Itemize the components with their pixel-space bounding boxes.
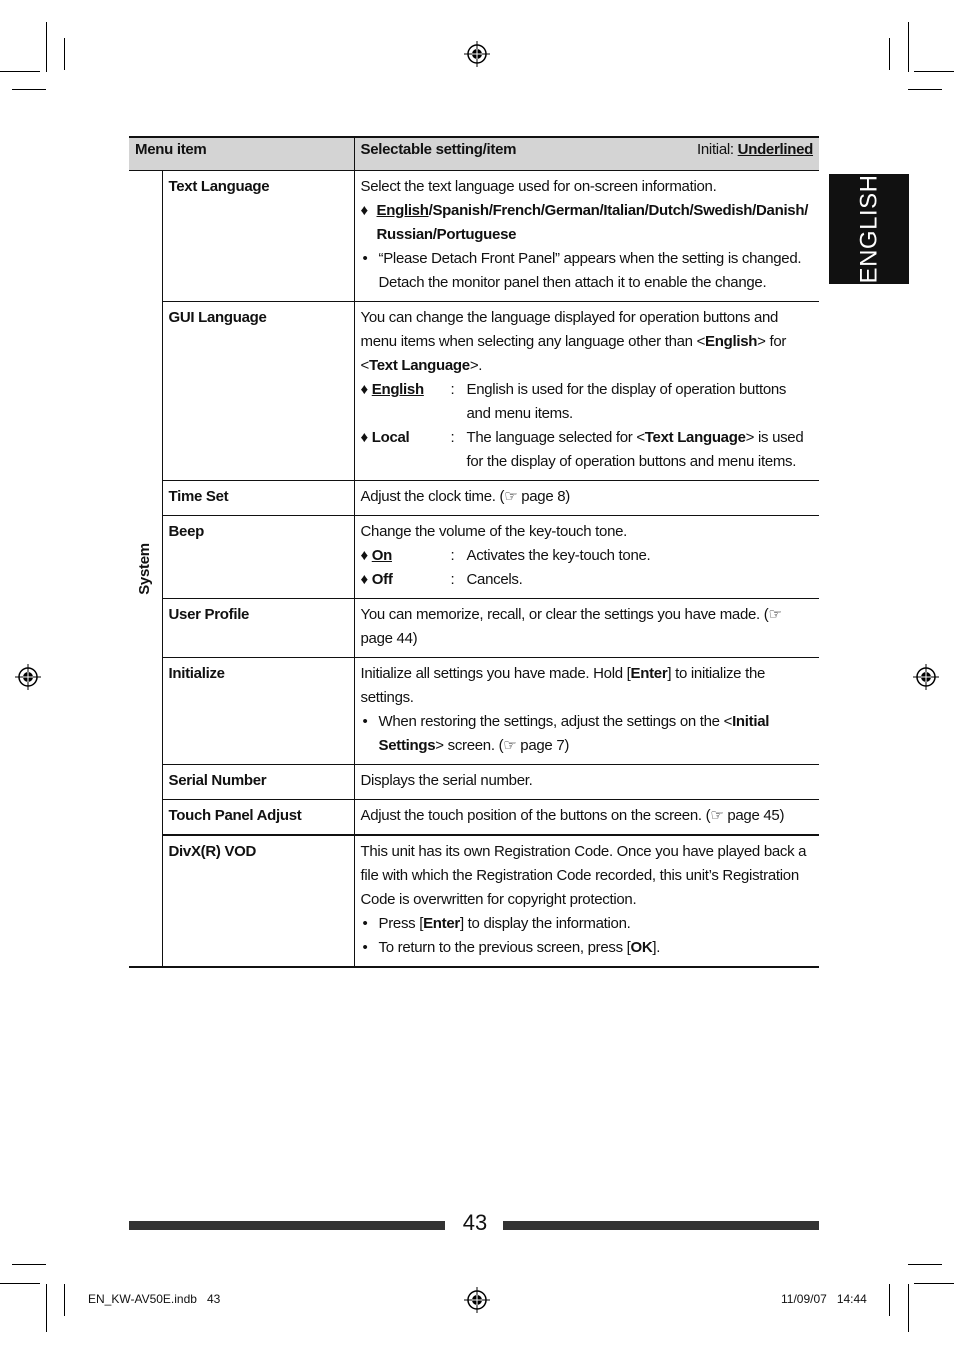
menu-item-time-set: Time Set bbox=[162, 481, 354, 516]
crop-mark bbox=[908, 22, 909, 72]
desc-text: Select the text language used for on-screen information. bbox=[360, 178, 717, 195]
slug-datetime: 11/09/07 14:44 bbox=[781, 1292, 867, 1306]
crop-mark bbox=[64, 38, 65, 70]
desc-part: > for < bbox=[360, 333, 787, 374]
note-part: > screen. (☞ page 7) bbox=[435, 737, 570, 754]
desc-part: Initialize all settings you have made. Hold [ bbox=[360, 665, 631, 682]
option-english bbox=[361, 378, 812, 426]
group-cell bbox=[129, 171, 162, 968]
crop-mark bbox=[12, 1264, 46, 1265]
menu-item-text-language: Text Language bbox=[162, 171, 354, 302]
bullet-icon: • bbox=[362, 915, 368, 932]
note-text bbox=[379, 710, 812, 758]
desc-part: >. bbox=[469, 357, 483, 374]
note-bold: OK bbox=[630, 939, 653, 956]
desc-text: This unit has its own Registration Code. Once you have played back a file with which the Registration Code recorded, this unit’s Registration Code is overwritten for copyright protection. bbox=[360, 843, 807, 908]
option-colon: : bbox=[450, 381, 455, 398]
menu-item-gui-language: GUI Language bbox=[162, 302, 354, 481]
note-bold: Initial Settings bbox=[378, 713, 770, 754]
table-row bbox=[129, 171, 819, 302]
desc-beep bbox=[354, 516, 819, 599]
option-off bbox=[361, 568, 812, 592]
option-name bbox=[361, 378, 451, 426]
option-text bbox=[467, 426, 812, 474]
table-row bbox=[129, 599, 819, 658]
language-side-tab-label: ENGLISH bbox=[855, 174, 882, 284]
registration-mark-icon bbox=[15, 664, 41, 690]
menu-item-touch-panel-adjust: Touch Panel Adjust bbox=[162, 800, 354, 836]
option-name bbox=[361, 426, 451, 474]
language-side-tab bbox=[829, 174, 909, 284]
note bbox=[361, 710, 812, 758]
diamond-icon: ♦ bbox=[360, 571, 368, 588]
settings-table bbox=[129, 136, 819, 968]
crop-mark bbox=[46, 22, 47, 72]
note-part: To return to the previous screen, press [ bbox=[378, 939, 631, 956]
footer-bar-right bbox=[503, 1221, 819, 1230]
table-row bbox=[129, 800, 819, 836]
crop-mark bbox=[0, 1283, 40, 1284]
desc-part: You can change the language displayed for operation buttons and menu items when selecting any language other than < bbox=[360, 309, 779, 350]
option-name bbox=[361, 544, 451, 568]
desc-text bbox=[361, 306, 812, 378]
table-row bbox=[129, 658, 819, 765]
option-label: English bbox=[371, 381, 424, 398]
diamond-icon: ♦ bbox=[360, 381, 368, 398]
option-text-part: > is used for the display of operation buttons and menu items. bbox=[466, 429, 804, 470]
menu-item-beep: Beep bbox=[162, 516, 354, 599]
option-text: Cancels. bbox=[466, 571, 523, 588]
desc-bold: English bbox=[705, 333, 758, 350]
registration-mark-icon bbox=[464, 1287, 490, 1313]
bullet-icon: • bbox=[362, 250, 368, 267]
crop-mark bbox=[46, 1284, 47, 1332]
note bbox=[361, 912, 812, 936]
desc-gui-language bbox=[354, 302, 819, 481]
option-colon: : bbox=[450, 429, 455, 446]
desc-serial-number: Displays the serial number. bbox=[354, 765, 819, 800]
note-part: Press [ bbox=[378, 915, 424, 932]
option-default: English bbox=[376, 202, 429, 219]
note-text bbox=[379, 936, 812, 960]
option-label: On bbox=[371, 547, 392, 564]
table-row bbox=[129, 835, 819, 967]
slug-file: EN_KW-AV50E.indb 43 bbox=[88, 1292, 221, 1306]
initial-value: Underlined bbox=[737, 141, 814, 158]
crop-mark bbox=[908, 89, 942, 90]
menu-item-serial-number: Serial Number bbox=[162, 765, 354, 800]
crop-mark bbox=[12, 89, 46, 90]
desc-user-profile: You can memorize, recall, or clear the settings you have made. (☞ page 44) bbox=[354, 599, 819, 658]
option-label: Off bbox=[371, 571, 393, 588]
desc-bold: Enter bbox=[630, 665, 668, 682]
desc-part: ] to initialize the settings. bbox=[360, 665, 766, 706]
crop-mark bbox=[908, 1284, 909, 1332]
note-part: ] to display the information. bbox=[459, 915, 631, 932]
desc-bold: Text Language bbox=[368, 357, 470, 374]
option-text-part: The language selected for < bbox=[466, 429, 645, 446]
menu-item-initialize: Initialize bbox=[162, 658, 354, 765]
option-colon: : bbox=[450, 547, 455, 564]
bullet-icon: • bbox=[362, 713, 368, 730]
bullet-icon: • bbox=[362, 939, 368, 956]
desc-time-set: Adjust the clock time. (☞ page 8) bbox=[354, 481, 819, 516]
desc-text: Change the volume of the key-touch tone. bbox=[360, 523, 628, 540]
option-text-bold: Text Language bbox=[644, 429, 746, 446]
option-text: English is used for the display of operation buttons and menu items. bbox=[466, 381, 787, 422]
group-label: System bbox=[136, 542, 154, 595]
note-text bbox=[379, 912, 812, 936]
desc-divx-vod bbox=[354, 835, 819, 967]
table-row bbox=[129, 516, 819, 599]
option-label: Local bbox=[371, 429, 410, 446]
header-menu-item: Menu item bbox=[129, 137, 354, 171]
option-rest: /Spanish/French/German/Italian/Dutch/Swedish/Danish/ Russian/Portuguese bbox=[376, 202, 809, 243]
option-on bbox=[361, 544, 812, 568]
option-text: Activates the key-touch tone. bbox=[466, 547, 651, 564]
crop-mark bbox=[908, 1264, 942, 1265]
option-local bbox=[361, 426, 812, 474]
registration-mark-icon bbox=[464, 41, 490, 67]
option-colon: : bbox=[450, 571, 455, 588]
diamond-icon: ♦ bbox=[360, 429, 368, 446]
diamond-icon: ♦ bbox=[360, 547, 368, 564]
diamond-icon: ♦ bbox=[360, 202, 368, 219]
table-row bbox=[129, 481, 819, 516]
registration-mark-icon bbox=[913, 664, 939, 690]
header-selectable bbox=[354, 137, 819, 171]
menu-item-user-profile: User Profile bbox=[162, 599, 354, 658]
note-part: When restoring the settings, adjust the settings on the < bbox=[378, 713, 733, 730]
crop-mark bbox=[914, 1283, 954, 1284]
crop-mark bbox=[889, 1284, 890, 1316]
language-options bbox=[377, 199, 812, 247]
desc-touch-panel-adjust: Adjust the touch position of the buttons on the screen. (☞ page 45) bbox=[354, 800, 819, 836]
page-number: 43 bbox=[462, 1210, 488, 1235]
desc-initialize bbox=[354, 658, 819, 765]
initial-label: Initial: bbox=[697, 141, 734, 158]
table-row bbox=[129, 302, 819, 481]
crop-mark bbox=[914, 71, 954, 72]
note bbox=[361, 247, 812, 295]
crop-mark bbox=[0, 71, 40, 72]
menu-item-divx-vod: DivX(R) VOD bbox=[162, 835, 354, 967]
header-initial bbox=[697, 138, 813, 162]
note-text: “Please Detach Front Panel” appears when the setting is changed. Detach the monitor panel then attach it to enable the change. bbox=[378, 250, 802, 291]
option-list bbox=[361, 199, 812, 247]
desc-text bbox=[361, 662, 812, 710]
selectable-label: Selectable setting/item bbox=[360, 141, 517, 158]
note bbox=[361, 936, 812, 960]
table-row bbox=[129, 765, 819, 800]
table-header-row bbox=[129, 137, 819, 171]
crop-mark bbox=[889, 38, 890, 70]
note-part: ]. bbox=[652, 939, 661, 956]
option-name bbox=[361, 568, 451, 592]
crop-mark bbox=[64, 1284, 65, 1316]
footer-bar-left bbox=[129, 1221, 445, 1230]
desc-text-language bbox=[354, 171, 819, 302]
note-bold: Enter bbox=[423, 915, 460, 932]
